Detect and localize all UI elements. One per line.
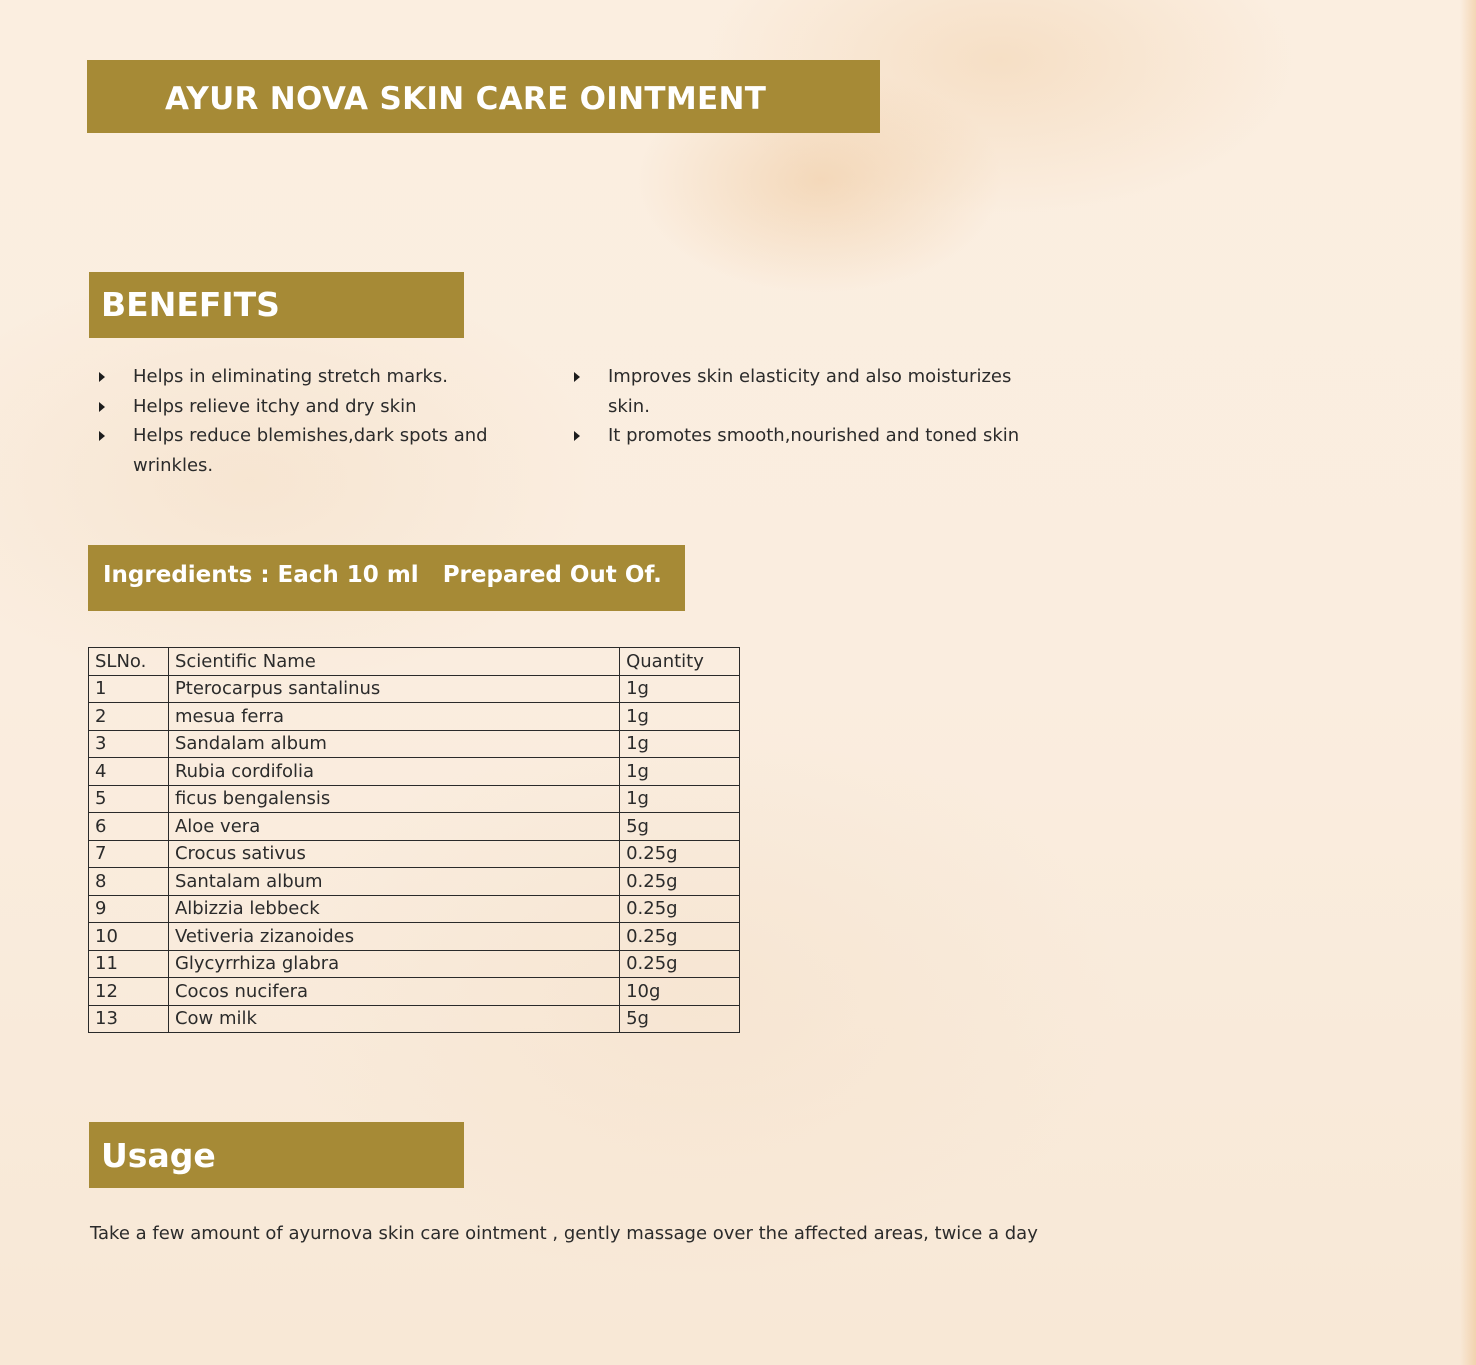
benefit-item: [570, 362, 1040, 421]
cell-scientific-name: ficus bengalensis: [168, 785, 619, 813]
cell-scientific-name: Pterocarpus santalinus: [168, 675, 619, 703]
column-header-quantity: Quantity: [620, 648, 740, 676]
cell-slno: 1: [89, 675, 169, 703]
cell-scientific-name: Glycyrrhiza glabra: [168, 950, 619, 978]
benefit-item: [95, 421, 515, 480]
cell-scientific-name: Cocos nucifera: [168, 978, 619, 1006]
cell-slno: 3: [89, 730, 169, 758]
cell-quantity: 0.25g: [620, 923, 740, 951]
column-header-scientific-name: Scientific Name: [168, 648, 619, 676]
cell-quantity: 0.25g: [620, 868, 740, 896]
ingredients-table: [88, 647, 740, 1033]
table-row: [89, 868, 740, 896]
ingredients-heading-banner: [88, 545, 685, 611]
page-edge-decoration: [1460, 0, 1476, 1365]
cell-quantity: 1g: [620, 758, 740, 786]
cell-scientific-name: Santalam album: [168, 868, 619, 896]
cell-slno: 5: [89, 785, 169, 813]
cell-quantity: 5g: [620, 813, 740, 841]
table-row: [89, 840, 740, 868]
cell-slno: 6: [89, 813, 169, 841]
cell-quantity: 0.25g: [620, 840, 740, 868]
benefit-text: Helps in eliminating stretch marks.: [133, 366, 449, 387]
benefit-item: [95, 362, 515, 392]
table-row: [89, 923, 740, 951]
table-row: [89, 758, 740, 786]
table-row: [89, 1005, 740, 1033]
cell-quantity: 1g: [620, 785, 740, 813]
cell-slno: 10: [89, 923, 169, 951]
benefit-text: It promotes smooth,nourished and toned skin: [608, 425, 1020, 446]
cell-slno: 8: [89, 868, 169, 896]
page-title: AYUR NOVA SKIN CARE OINTMENT: [165, 81, 767, 117]
table-row: [89, 785, 740, 813]
column-header-slno: SLNo.: [89, 648, 169, 676]
benefits-heading: BENEFITS: [101, 285, 280, 324]
benefits-heading-banner: [89, 272, 464, 338]
cell-quantity: 5g: [620, 1005, 740, 1033]
cell-scientific-name: Sandalam album: [168, 730, 619, 758]
table-row: [89, 895, 740, 923]
triangle-bullet-icon: [574, 372, 580, 382]
table-row: [89, 730, 740, 758]
cell-scientific-name: mesua ferra: [168, 703, 619, 731]
cell-scientific-name: Crocus sativus: [168, 840, 619, 868]
cell-scientific-name: Rubia cordifolia: [168, 758, 619, 786]
cell-slno: 11: [89, 950, 169, 978]
cell-scientific-name: Albizzia lebbeck: [168, 895, 619, 923]
benefit-text: Helps relieve itchy and dry skin: [133, 395, 417, 417]
usage-heading-banner: [89, 1122, 464, 1188]
benefit-item: [95, 392, 515, 422]
cell-scientific-name: Aloe vera: [168, 813, 619, 841]
table-row: [89, 950, 740, 978]
benefit-text: Helps reduce blemishes,dark spots and wrinkles.: [133, 425, 488, 476]
cell-scientific-name: Cow milk: [168, 1005, 619, 1033]
table-header-row: [89, 648, 740, 676]
table-row: [89, 675, 740, 703]
triangle-bullet-icon: [99, 372, 105, 382]
cell-slno: 4: [89, 758, 169, 786]
cell-slno: 7: [89, 840, 169, 868]
usage-heading: Usage: [101, 1136, 216, 1175]
benefits-list-left: [95, 362, 515, 480]
cell-slno: 12: [89, 978, 169, 1006]
table-row: [89, 703, 740, 731]
triangle-bullet-icon: [99, 431, 105, 441]
triangle-bullet-icon: [99, 402, 105, 412]
benefit-item: [570, 421, 1040, 451]
cell-quantity: 1g: [620, 675, 740, 703]
benefit-text: Improves skin elasticity and also moisturizes skin.: [608, 366, 1012, 417]
cell-slno: 9: [89, 895, 169, 923]
cell-scientific-name: Vetiveria zizanoides: [168, 923, 619, 951]
usage-instructions: Take a few amount of ayurnova skin care ointment , gently massage over the affected areas, twice a day: [90, 1223, 1038, 1244]
ingredients-heading: Ingredients : Each 10 ml Prepared Out Of.: [103, 562, 662, 588]
cell-quantity: 1g: [620, 730, 740, 758]
title-banner: [87, 60, 880, 133]
cell-quantity: 0.25g: [620, 895, 740, 923]
table-row: [89, 813, 740, 841]
cell-quantity: 1g: [620, 703, 740, 731]
triangle-bullet-icon: [574, 431, 580, 441]
table-row: [89, 978, 740, 1006]
cell-quantity: 0.25g: [620, 950, 740, 978]
benefits-list-right: [570, 362, 1040, 451]
cell-quantity: 10g: [620, 978, 740, 1006]
cell-slno: 2: [89, 703, 169, 731]
cell-slno: 13: [89, 1005, 169, 1033]
